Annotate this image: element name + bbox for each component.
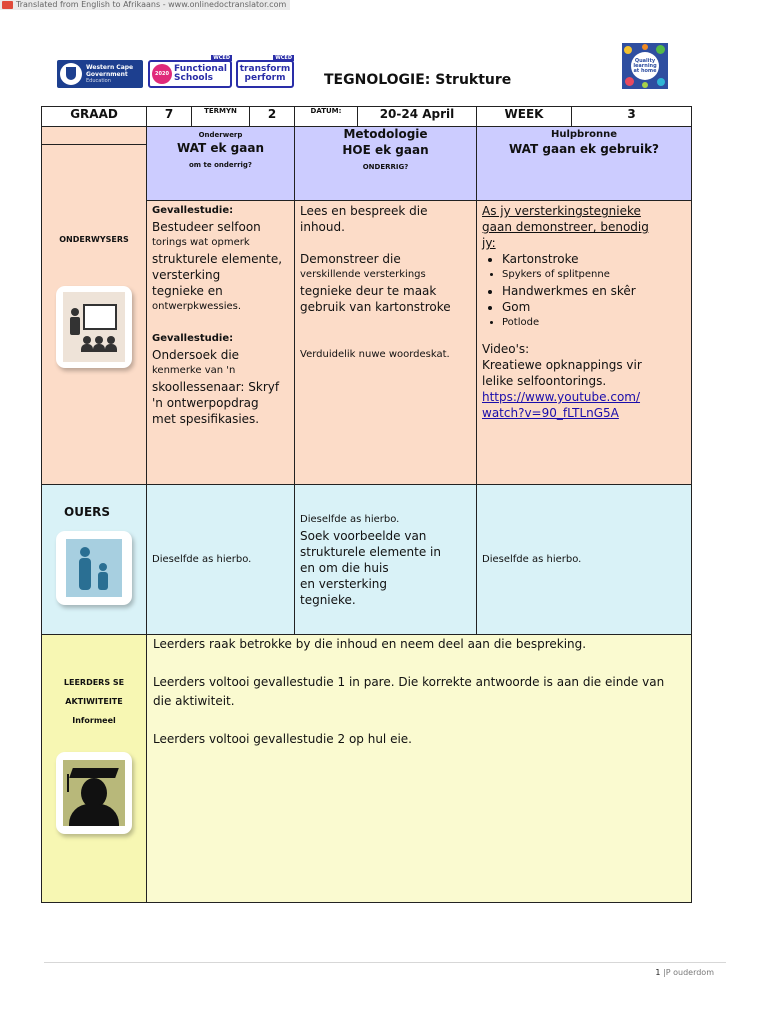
o-c1-t3: strukturele elemente, bbox=[152, 252, 283, 266]
page-footer bbox=[655, 968, 714, 977]
western-cape-logo bbox=[57, 60, 143, 88]
tp-line1: transform bbox=[239, 64, 291, 74]
o-c1-t2: torings wat opmerk bbox=[152, 237, 250, 248]
col-header-hulpbronne bbox=[477, 127, 692, 201]
o-c1-h1: Gevallestudie: bbox=[152, 205, 234, 216]
tp-wced-tag: WCED bbox=[275, 55, 292, 61]
tp-line2: perform bbox=[244, 73, 286, 83]
o-c2-t2: inhoud. bbox=[300, 220, 345, 234]
page-number: 1 bbox=[655, 968, 661, 977]
wcg-line2: Government bbox=[86, 70, 128, 78]
ouers-c1-text: Dieselfde as hierbo. bbox=[152, 553, 252, 565]
o-c1-h2: Gevallestudie: bbox=[152, 333, 234, 344]
quality-learning-logo bbox=[622, 43, 668, 89]
o-c1-t4: versterking bbox=[152, 268, 221, 282]
o-c1-t8: kenmerke van 'n bbox=[152, 365, 236, 376]
c2-top: Metodologie bbox=[343, 127, 428, 141]
c2-small-bottom: ONDERRIG? bbox=[362, 163, 409, 171]
o-c2-t6: gebruik van kartonstroke bbox=[300, 300, 451, 314]
o-c3-i1: As jy versterkingstegnieke bbox=[482, 204, 641, 218]
o-c2-t1: Lees en bespreek die bbox=[300, 204, 428, 218]
ql-text: Quality learning at home bbox=[631, 52, 659, 80]
o-c1-t1: Bestudeer selfoon bbox=[152, 220, 261, 234]
material-item: • Handwerkmes en skêr bbox=[502, 283, 686, 299]
fs-year-badge: 2020 bbox=[152, 64, 172, 84]
video-desc-2: lelike selfoontorings. bbox=[482, 374, 607, 388]
material-item: • Potlode bbox=[502, 315, 686, 331]
leerders-p2: Leerders voltooi gevallestudie 1 in pare. Die korrekte antwoorde is aan die einde van die aktiwiteit. bbox=[153, 675, 665, 708]
termyn-label: TERMYN bbox=[192, 107, 250, 127]
ouers-c2 bbox=[295, 485, 477, 635]
onderwysers-c1 bbox=[147, 201, 295, 485]
transform-perform-logo bbox=[236, 55, 294, 88]
o-c1-t7: Ondersoek die bbox=[152, 348, 240, 362]
leerders-activities bbox=[147, 635, 692, 903]
teacher-icon bbox=[63, 292, 125, 362]
onderwysers-label: ONDERWYSERS bbox=[59, 235, 129, 244]
leerders-label-2: AKTIWITEITE bbox=[65, 697, 123, 706]
ouers-c3-text: Dieselfde as hierbo. bbox=[482, 553, 582, 565]
ouers-c2-l5: en versterking bbox=[300, 576, 387, 591]
teacher-image bbox=[56, 286, 132, 368]
leerders-label-3: Informeel bbox=[72, 716, 116, 725]
ouers-c1 bbox=[147, 485, 295, 635]
fs-line2: Schools bbox=[174, 73, 214, 83]
c1-small-top: Onderwerp bbox=[198, 131, 243, 139]
ouers-label: OUERS bbox=[64, 505, 111, 519]
o-c3-i3: jy: bbox=[482, 236, 496, 250]
fs-wced-tag: WCED bbox=[213, 55, 230, 61]
fs-line1: Functional bbox=[174, 64, 227, 74]
parent-child-icon bbox=[66, 539, 122, 597]
o-c1-t11: met spesifikasies. bbox=[152, 412, 260, 426]
column-header-row-top bbox=[42, 127, 692, 145]
material-item: • Spykers of splitpenne bbox=[502, 267, 686, 283]
translator-banner[interactable] bbox=[0, 0, 290, 10]
graduate-icon bbox=[63, 760, 125, 826]
ouers-c2-l3: strukturele elemente in bbox=[300, 544, 441, 559]
wcg-line3: Education bbox=[86, 77, 111, 84]
crest-icon bbox=[60, 63, 82, 85]
materials-list bbox=[482, 251, 686, 331]
o-c3-i2: gaan demonstreer, benodig bbox=[482, 220, 649, 234]
parent-image bbox=[56, 531, 132, 605]
datum-label: DATUM: bbox=[295, 107, 358, 127]
graad-value: 7 bbox=[147, 107, 192, 127]
ouers-c2-l6: tegnieke. bbox=[300, 592, 356, 607]
youtube-link[interactable] bbox=[482, 390, 640, 420]
c1-small-bottom: om te onderrig? bbox=[189, 161, 252, 169]
week-value: 3 bbox=[572, 107, 692, 127]
week-label: WEEK bbox=[477, 107, 572, 127]
video-label: Video's: bbox=[482, 342, 530, 356]
o-c2-t5: tegnieke deur te maak bbox=[300, 284, 437, 298]
o-c1-t6: ontwerpkwessies. bbox=[152, 301, 242, 312]
corner-cell bbox=[42, 127, 147, 145]
leerders-side-cell bbox=[42, 635, 147, 903]
functional-schools-logo bbox=[148, 55, 232, 88]
o-c1-t10: 'n ontwerpopdrag bbox=[152, 396, 259, 410]
o-c2-t3: Demonstreer die bbox=[300, 252, 401, 266]
onderwysers-c2 bbox=[295, 201, 477, 485]
lesson-plan-table bbox=[41, 106, 692, 903]
footer-text: P ouderdom bbox=[665, 968, 714, 977]
footer-separator: | bbox=[660, 968, 666, 977]
c1-main: WAT ek gaan bbox=[176, 141, 265, 155]
leerders-label-1: LEERDERS SE bbox=[63, 678, 125, 687]
leerders-row bbox=[42, 635, 692, 903]
ouers-row bbox=[42, 485, 692, 635]
c2-main: HOE ek gaan bbox=[342, 143, 429, 157]
pdf-icon bbox=[2, 1, 13, 9]
c3-main: WAT gaan ek gebruik? bbox=[508, 142, 660, 156]
ouers-c2-l2: Soek voorbeelde van bbox=[300, 528, 427, 543]
material-item: • Kartonstroke bbox=[502, 251, 686, 267]
datum-value: 20-24 April bbox=[358, 107, 477, 127]
graad-label: GRAAD bbox=[42, 107, 147, 127]
leerders-p3: Leerders voltooi gevallestudie 2 op hul eie. bbox=[153, 732, 412, 746]
document-title: TEGNOLOGIE: Strukture bbox=[324, 72, 512, 88]
material-item: • Gom bbox=[502, 299, 686, 315]
ouers-c2-l4: en om die huis bbox=[300, 560, 389, 575]
o-c2-t4: verskillende versterkings bbox=[300, 269, 426, 280]
o-c2-t7: Verduidelik nuwe woordeskat. bbox=[300, 349, 450, 360]
video-desc-1: Kreatiewe opknappings vir bbox=[482, 358, 642, 372]
footer-divider bbox=[44, 962, 726, 963]
graduate-image bbox=[56, 752, 132, 834]
leerders-p1: Leerders raak betrokke by die inhoud en neem deel aan die bespreking. bbox=[153, 637, 587, 651]
termyn-value: 2 bbox=[250, 107, 295, 127]
o-c1-t5: tegnieke en bbox=[152, 284, 223, 298]
onderwysers-c3 bbox=[477, 201, 692, 485]
col-header-wat bbox=[147, 127, 295, 201]
header-row bbox=[42, 107, 692, 127]
o-c1-t9: skoollessenaar: Skryf bbox=[152, 380, 280, 394]
col-header-hoe bbox=[295, 127, 477, 201]
ouers-side-cell bbox=[42, 485, 147, 635]
onderwysers-side-cell bbox=[42, 145, 147, 485]
ouers-c2-l1: Dieselfde as hierbo. bbox=[300, 513, 400, 525]
wcg-line1: Western Cape bbox=[86, 63, 134, 71]
c3-small-top: Hulpbronne bbox=[550, 129, 618, 140]
youtube-link-line1[interactable]: https://www.youtube.com/ bbox=[482, 390, 641, 404]
ouers-c3 bbox=[477, 485, 692, 635]
youtube-link-line2[interactable]: watch?v=90_fLTLnG5A bbox=[482, 406, 619, 420]
translator-banner-text: Translated from English to Afrikaans - www.onlinedoctranslator.com bbox=[16, 0, 287, 9]
